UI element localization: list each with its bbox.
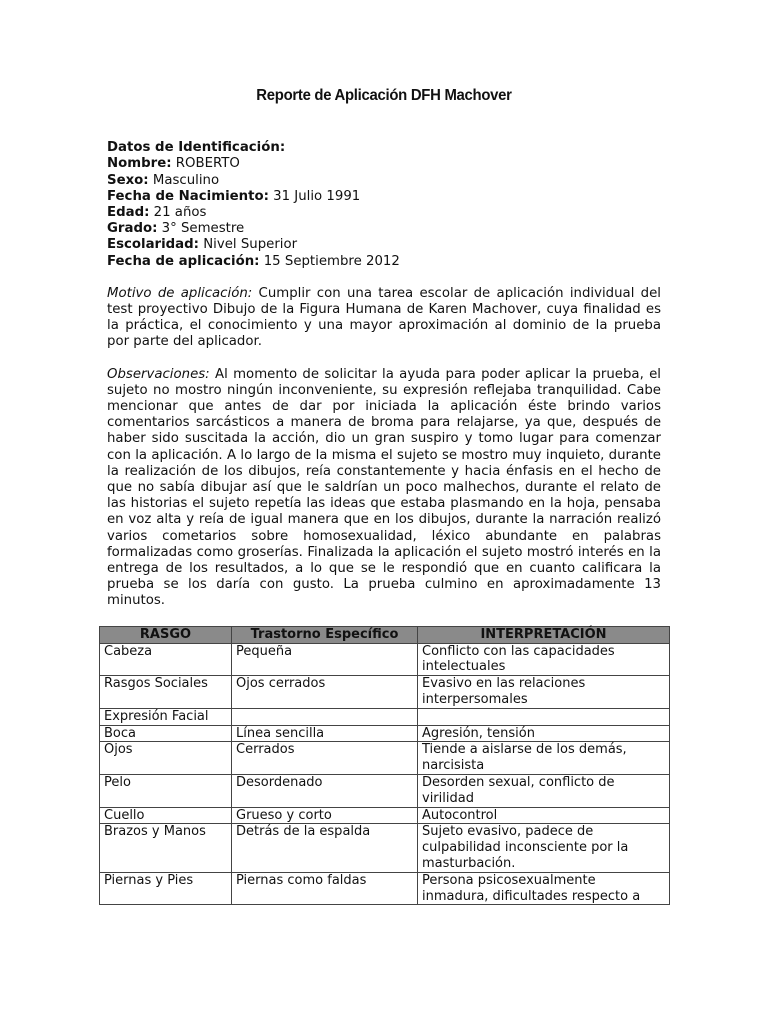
motivo-label: Motivo de aplicación: — [107, 285, 253, 301]
ident-label: Datos de Identificación: — [107, 140, 286, 156]
ident-row — [107, 156, 661, 172]
header-trastorno: Trastorno Específico — [232, 626, 418, 643]
table-row — [100, 824, 670, 872]
cell-interpretacion: Tiende a aislarse de los demás, narcisista — [418, 742, 670, 775]
cell-interpretacion: Conflicto con las capacidades intelectuales — [418, 643, 670, 676]
ident-row — [107, 237, 661, 253]
cell-trastorno — [232, 708, 418, 725]
ident-value: Masculino — [148, 172, 220, 188]
ident-value: 31 Julio 1991 — [268, 188, 361, 204]
observaciones-text: Al momento de solicitar la ayuda para poder aplicar la prueba, el sujeto no mostro ningún inconveniente, su expresión reflejaba tranquilidad. Cabe mencionar que antes de dar por iniciada la aplicación éste brindo varios comentarios sarcásticos a manera de broma para relajarse, ya que, después de haber sido suscitada la acción, dio un gran suspiro y tomo lugar para comenzar con la aplicación. A lo largo de la misma el sujeto se mostro muy inquieto, durante la realización de los dibujos, reía constantemente y hacia énfasis en el hecho de que no sabía dibujar así que le saldrían un poco malhechos, durante el relato de las historias el sujeto repetía las ideas que estaba plasmando en la hoja, pensaba en voz alta y reía de igual manera que en los dibujos, durante la narración realizó varios cometarios sobre homosexualidad, léxico abundante en palabras formalizadas como groserías. Finalizada la aplicación el sujeto mostró interés en la entrega de los resultados, a lo que se le respondió que en cuanto calificara la prueba se los daría con gusto. La prueba culmino en aproximadamente 13 minutos. — [107, 366, 661, 609]
ident-row — [107, 205, 661, 221]
cell-interpretacion: Autocontrol — [418, 807, 670, 824]
cell-trastorno: Desordenado — [232, 775, 418, 808]
cell-rasgo: Ojos — [100, 742, 232, 775]
cell-rasgo: Boca — [100, 725, 232, 742]
ident-label: Sexo: — [107, 172, 149, 188]
cell-rasgo: Expresión Facial — [100, 708, 232, 725]
observaciones-paragraph — [107, 367, 661, 610]
ident-row — [107, 189, 661, 205]
ident-value: 3° Semestre — [157, 221, 245, 237]
ident-label: Grado: — [107, 221, 158, 237]
motivo-paragraph — [107, 286, 661, 351]
table-row — [100, 775, 670, 808]
table-row — [100, 676, 670, 709]
cell-interpretacion — [418, 708, 670, 725]
cell-rasgo: Cuello — [100, 807, 232, 824]
table-row — [100, 725, 670, 742]
identification-block — [107, 140, 661, 270]
cell-trastorno: Ojos cerrados — [232, 676, 418, 709]
ident-label: Nombre: — [107, 156, 172, 172]
cell-rasgo: Rasgos Sociales — [100, 676, 232, 709]
document-title: Reporte de Aplicación DFH Machover — [256, 87, 512, 104]
cell-trastorno: Grueso y corto — [232, 807, 418, 824]
ident-label: Fecha de Nacimiento: — [107, 188, 269, 204]
table-row — [100, 872, 670, 905]
ident-value: Nivel Superior — [199, 237, 298, 253]
rasgos-table — [99, 626, 670, 906]
cell-trastorno: Pequeña — [232, 643, 418, 676]
table-row — [100, 643, 670, 676]
table-row — [100, 742, 670, 775]
cell-rasgo: Cabeza — [100, 643, 232, 676]
ident-row — [107, 221, 661, 237]
cell-rasgo: Piernas y Pies — [100, 872, 232, 905]
ident-row — [107, 254, 661, 270]
ident-row — [107, 173, 661, 189]
ident-label: Fecha de aplicación: — [107, 253, 260, 269]
cell-interpretacion: Agresión, tensión — [418, 725, 670, 742]
cell-interpretacion: Evasivo en las relaciones interpersomales — [418, 676, 670, 709]
cell-interpretacion: Sujeto evasivo, padece de culpabilidad inconsciente por la masturbación. — [418, 824, 670, 872]
cell-trastorno: Piernas como faldas — [232, 872, 418, 905]
cell-trastorno: Cerrados — [232, 742, 418, 775]
table-row — [100, 708, 670, 725]
ident-value: 15 Septiembre 2012 — [259, 253, 400, 269]
motivo-text: Cumplir con una tarea escolar de aplicación individual del test proyectivo Dibujo de la Figura Humana de Karen Machover, cuya finalidad es la práctica, el conocimiento y una mayor aproximación al dominio de la prueba por parte del aplicador. — [107, 285, 662, 350]
table-header-row — [100, 626, 670, 643]
ident-label: Escolaridad: — [107, 237, 199, 253]
ident-value: 21 años — [149, 205, 207, 221]
ident-value: ROBERTO — [171, 156, 240, 172]
cell-trastorno: Detrás de la espalda — [232, 824, 418, 872]
cell-rasgo: Pelo — [100, 775, 232, 808]
header-rasgo: RASGO — [100, 626, 232, 643]
ident-label: Edad: — [107, 205, 150, 221]
cell-interpretacion: Persona psicosexualmente inmadura, dificultades respecto a — [418, 872, 670, 905]
observaciones-label: Observaciones: — [107, 366, 210, 382]
ident-row — [107, 140, 661, 156]
cell-interpretacion: Desorden sexual, conflicto de virilidad — [418, 775, 670, 808]
cell-trastorno: Línea sencilla — [232, 725, 418, 742]
header-interpretacion: INTERPRETACIÓN — [418, 626, 670, 643]
cell-rasgo: Brazos y Manos — [100, 824, 232, 872]
table-row — [100, 807, 670, 824]
